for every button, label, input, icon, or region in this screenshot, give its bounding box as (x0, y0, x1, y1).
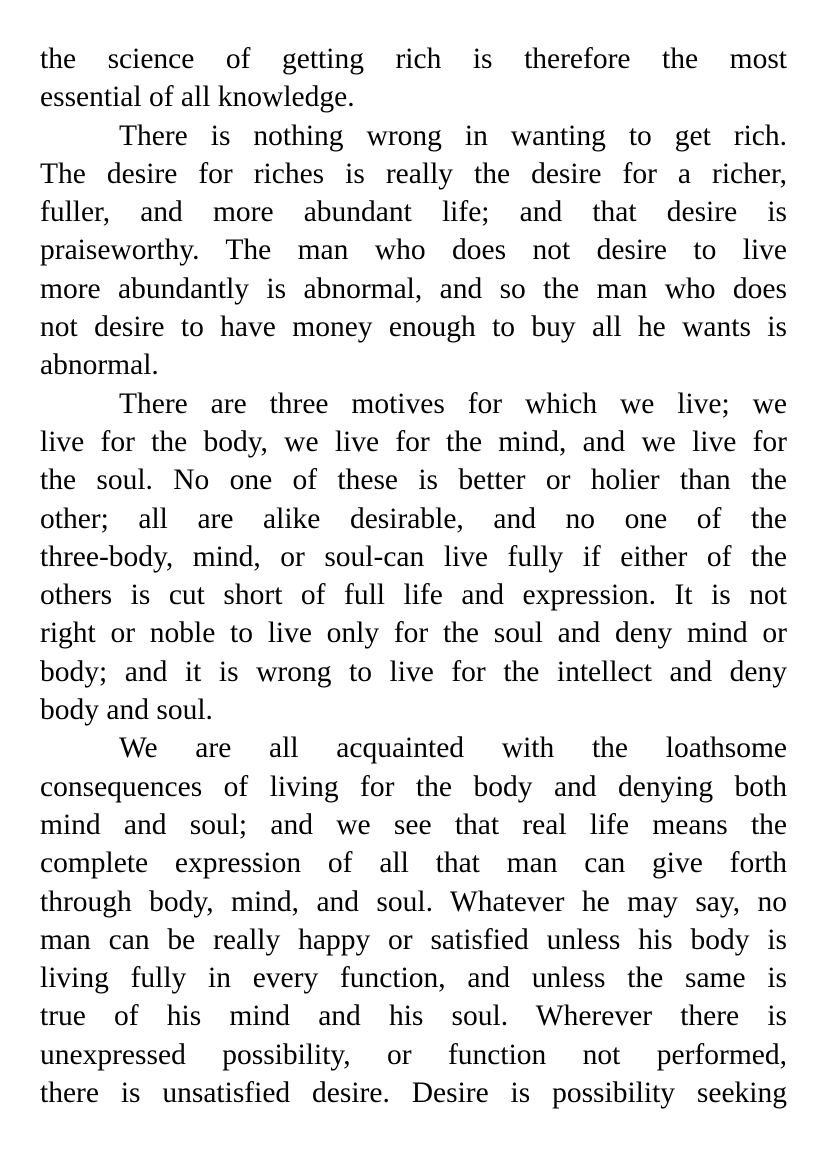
text-line: unexpressed possibility, or function not performed, (40, 1038, 787, 1071)
text-line: the science of getting rich is therefore the most (40, 43, 787, 75)
text-line: consequences of living for the body and denying both (40, 770, 787, 803)
text-line: other; all are alike desirable, and no one of the (40, 502, 787, 535)
text-line: We are all acquainted with the loathsome (119, 732, 787, 765)
text-line: There is nothing wrong in wanting to get rich. (119, 119, 787, 152)
text-line: through body, mind, and soul. Whatever he may say, no (40, 885, 787, 918)
text-line: right or noble to live only for the soul and deny mind or (40, 617, 787, 650)
text-line: not desire to have money enough to buy all he wants is (40, 311, 787, 344)
text-line: There are three motives for which we live; we (119, 387, 787, 420)
text-line: fuller, and more abundant life; and that desire is (40, 196, 787, 229)
text-line: praiseworthy. The man who does not desire to live (40, 234, 787, 267)
paragraph-2 (40, 117, 787, 385)
text-line: The desire for riches is really the desire for a richer, (40, 157, 787, 190)
paragraph-3 (40, 385, 787, 730)
text-line: body and soul. (40, 694, 213, 727)
text-line: more abundantly is abnormal, and so the man who does (40, 272, 787, 305)
text-line: three-body, mind, or soul-can live fully if either of the (40, 540, 787, 573)
text-line: abnormal. (40, 349, 159, 382)
text-line: essential of all knowledge. (40, 81, 355, 114)
text-line: complete expression of all that man can give forth (40, 847, 787, 880)
text-line: true of his mind and his soul. Wherever there is (40, 1000, 787, 1033)
text-line: mind and soul; and we see that real life means the (40, 808, 787, 841)
text-line: live for the body, we live for the mind, and we live for (40, 425, 787, 458)
text-line: living fully in every function, and unless the same is (40, 962, 787, 995)
text-line: there is unsatisfied desire. Desire is possibility seeking (40, 1077, 787, 1110)
text-line: man can be really happy or satisfied unless his body is (40, 923, 787, 956)
paragraph-1 (40, 40, 787, 117)
text-line: others is cut short of full life and expression. It is not (40, 579, 787, 612)
paragraph-4 (40, 729, 787, 1112)
text-line: body; and it is wrong to live for the intellect and deny (40, 655, 787, 688)
text-line: the soul. No one of these is better or holier than the (40, 464, 787, 497)
